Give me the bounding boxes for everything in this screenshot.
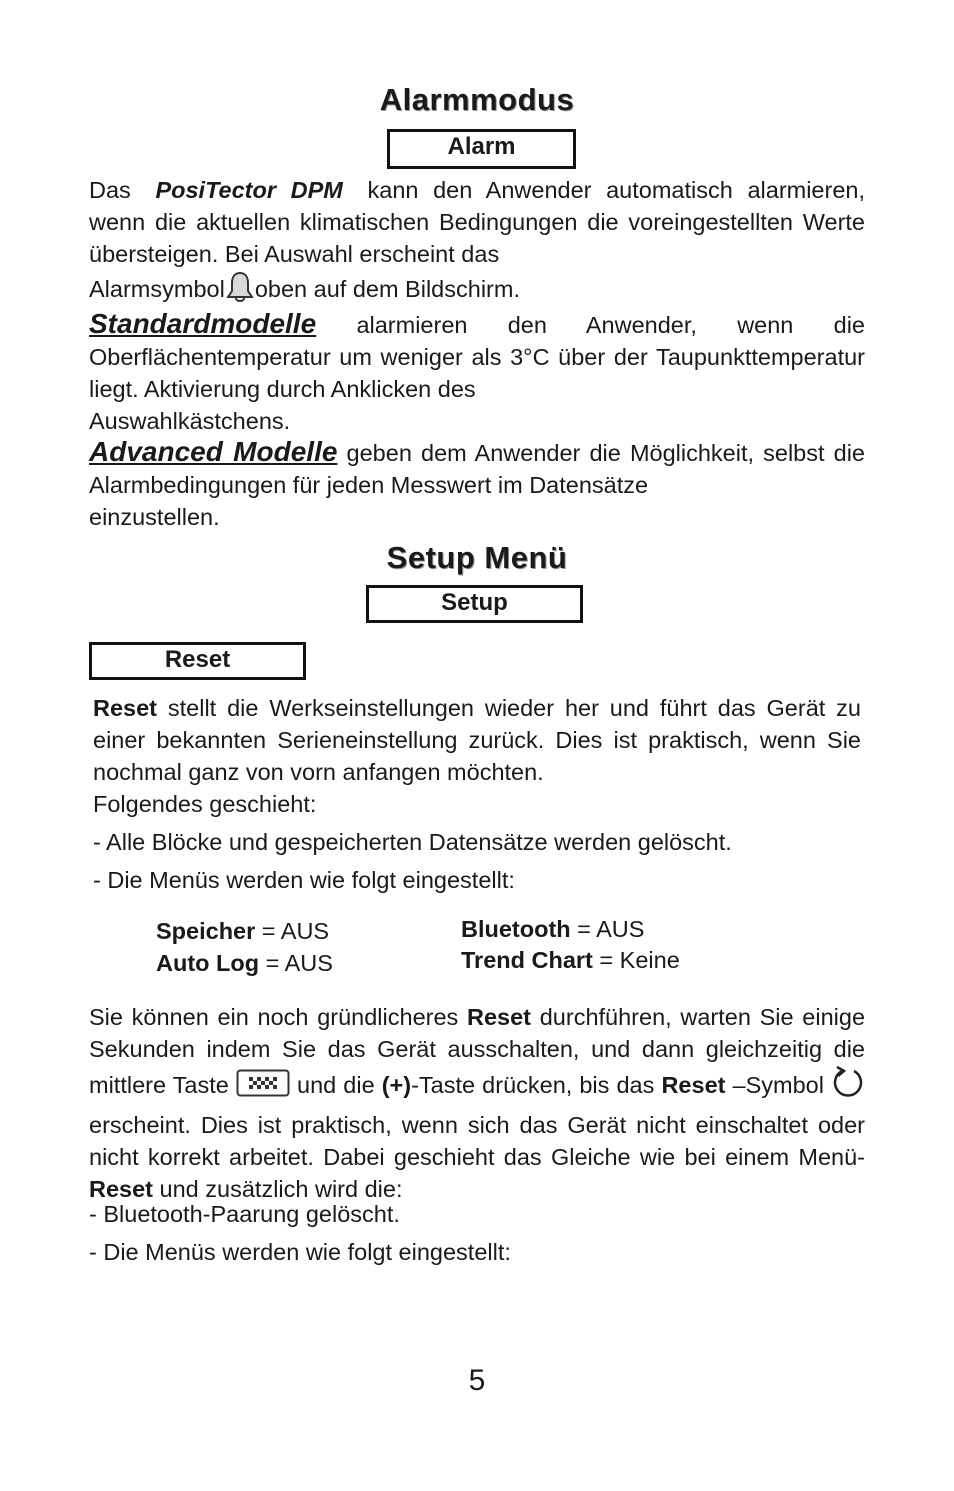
bell-icon [225,270,255,312]
standard-last-line: Auswahlkästchens. [89,408,291,434]
advanced-paragraph [89,436,865,533]
standard-paragraph [89,308,865,437]
intro-text-end: oben auf dem Bildschirm. [254,276,520,303]
alarm-heading: Alarmmodus [379,82,575,117]
center-button-icon [236,1069,290,1105]
hard-reset-text: Sie können ein noch gründlicheres [89,1004,459,1030]
hard-reset-text: erscheint. Dies ist praktisch, wenn sich das Gerät nicht einschaltet oder nicht korrekt arbeitet. Dabei geschieht das Gleiche wie bei einem Menü- [89,1112,865,1170]
setting-value: = Keine [592,947,680,973]
alarm-menu-label: Alarm [447,133,516,160]
setting-key: Auto Log [156,950,260,976]
setting-value: = AUS [255,918,330,944]
advanced-text: geben dem Anwender die Möglichkeit, selbst die Alarmbedingungen für jeden Messwert im Datensätze [89,440,865,498]
bullet-blocks-deleted: - Alle Blöcke und gespeicherten Datensätze werden gelöscht. [93,829,732,855]
advanced-last-line: einzustellen. [89,504,220,530]
setup-menu-box [366,585,583,623]
setting-speicher [156,915,329,947]
hard-reset-bold: Reset [661,1072,726,1099]
hard-reset-text: durchführen, warten Sie einige Sekunden indem Sie das Gerät ausschalten, und dann gleichzeitig die mittlere Taste [89,1004,866,1099]
setting-autolog [156,947,333,979]
hard-reset-paragraph [89,1001,865,1205]
hard-reset-text: –Symbol [732,1072,824,1099]
setting-bluetooth [461,913,644,945]
setup-heading: Setup Menü [386,540,568,575]
reset-bold: Reset [93,695,158,721]
setting-key: Bluetooth [461,916,571,942]
hard-reset-bold: Reset [467,1004,532,1030]
standard-text: alarmieren den Anwender, wenn die Oberflächentemperatur um weniger als 3°C über der Taupunkttemperatur liegt. Aktivierung durch Anklicken des [89,312,865,402]
reset-last-line: Folgendes geschieht: [93,791,317,817]
hard-reset-text: und die [297,1072,375,1099]
setting-key: Trend Chart [461,947,593,973]
hard-reset-text: -Taste drücken, bis das [411,1072,655,1099]
setting-value: = AUS [259,950,333,976]
reset-paragraph [93,692,861,820]
bullet-menus-set-2: - Die Menüs werden wie folgt eingestellt: [89,1239,511,1265]
page-number: 5 [468,1364,486,1397]
reset-menu-label: Reset [164,646,231,673]
reset-menu-box [89,642,306,680]
hard-reset-text: und zusätzlich wird die: [159,1176,403,1202]
setup-menu-label: Setup [441,589,508,616]
intro-last-line [89,270,865,312]
setting-key: Speicher [156,918,256,944]
intro-text: kann den Anwender automatisch alarmieren, wenn die aktuellen klimatischen Bedingungen die voreingestellten Werte übersteigen. Bei Auswahl erscheint das [89,177,865,267]
plus-key-label: (+) [381,1072,412,1099]
reset-arrow-icon [831,1065,865,1109]
product-name: PosiTector DPM [155,177,343,203]
hard-reset-bold: Reset [89,1176,154,1202]
setting-trend-chart [461,944,680,976]
standard-models-title: Standardmodelle [89,308,317,339]
intro-symbol-word: Alarmsymbol [89,276,225,303]
alarm-intro-paragraph [89,174,865,312]
setting-value: = AUS [570,916,645,942]
alarm-menu-box [387,129,576,169]
bullet-menus-set: - Die Menüs werden wie folgt eingestellt: [93,867,515,893]
intro-word: Das [89,177,131,203]
advanced-models-title: Advanced Modelle [89,436,338,467]
reset-text: stellt die Werkseinstellungen wieder her und führt das Gerät zu einer bekannten Serieneinstellung zurück. Dies ist praktisch, wenn Sie nochmal ganz von vorn anfangen möchten. [93,695,861,785]
bullet-bluetooth-pairing: - Bluetooth-Paarung gelöscht. [89,1201,400,1227]
